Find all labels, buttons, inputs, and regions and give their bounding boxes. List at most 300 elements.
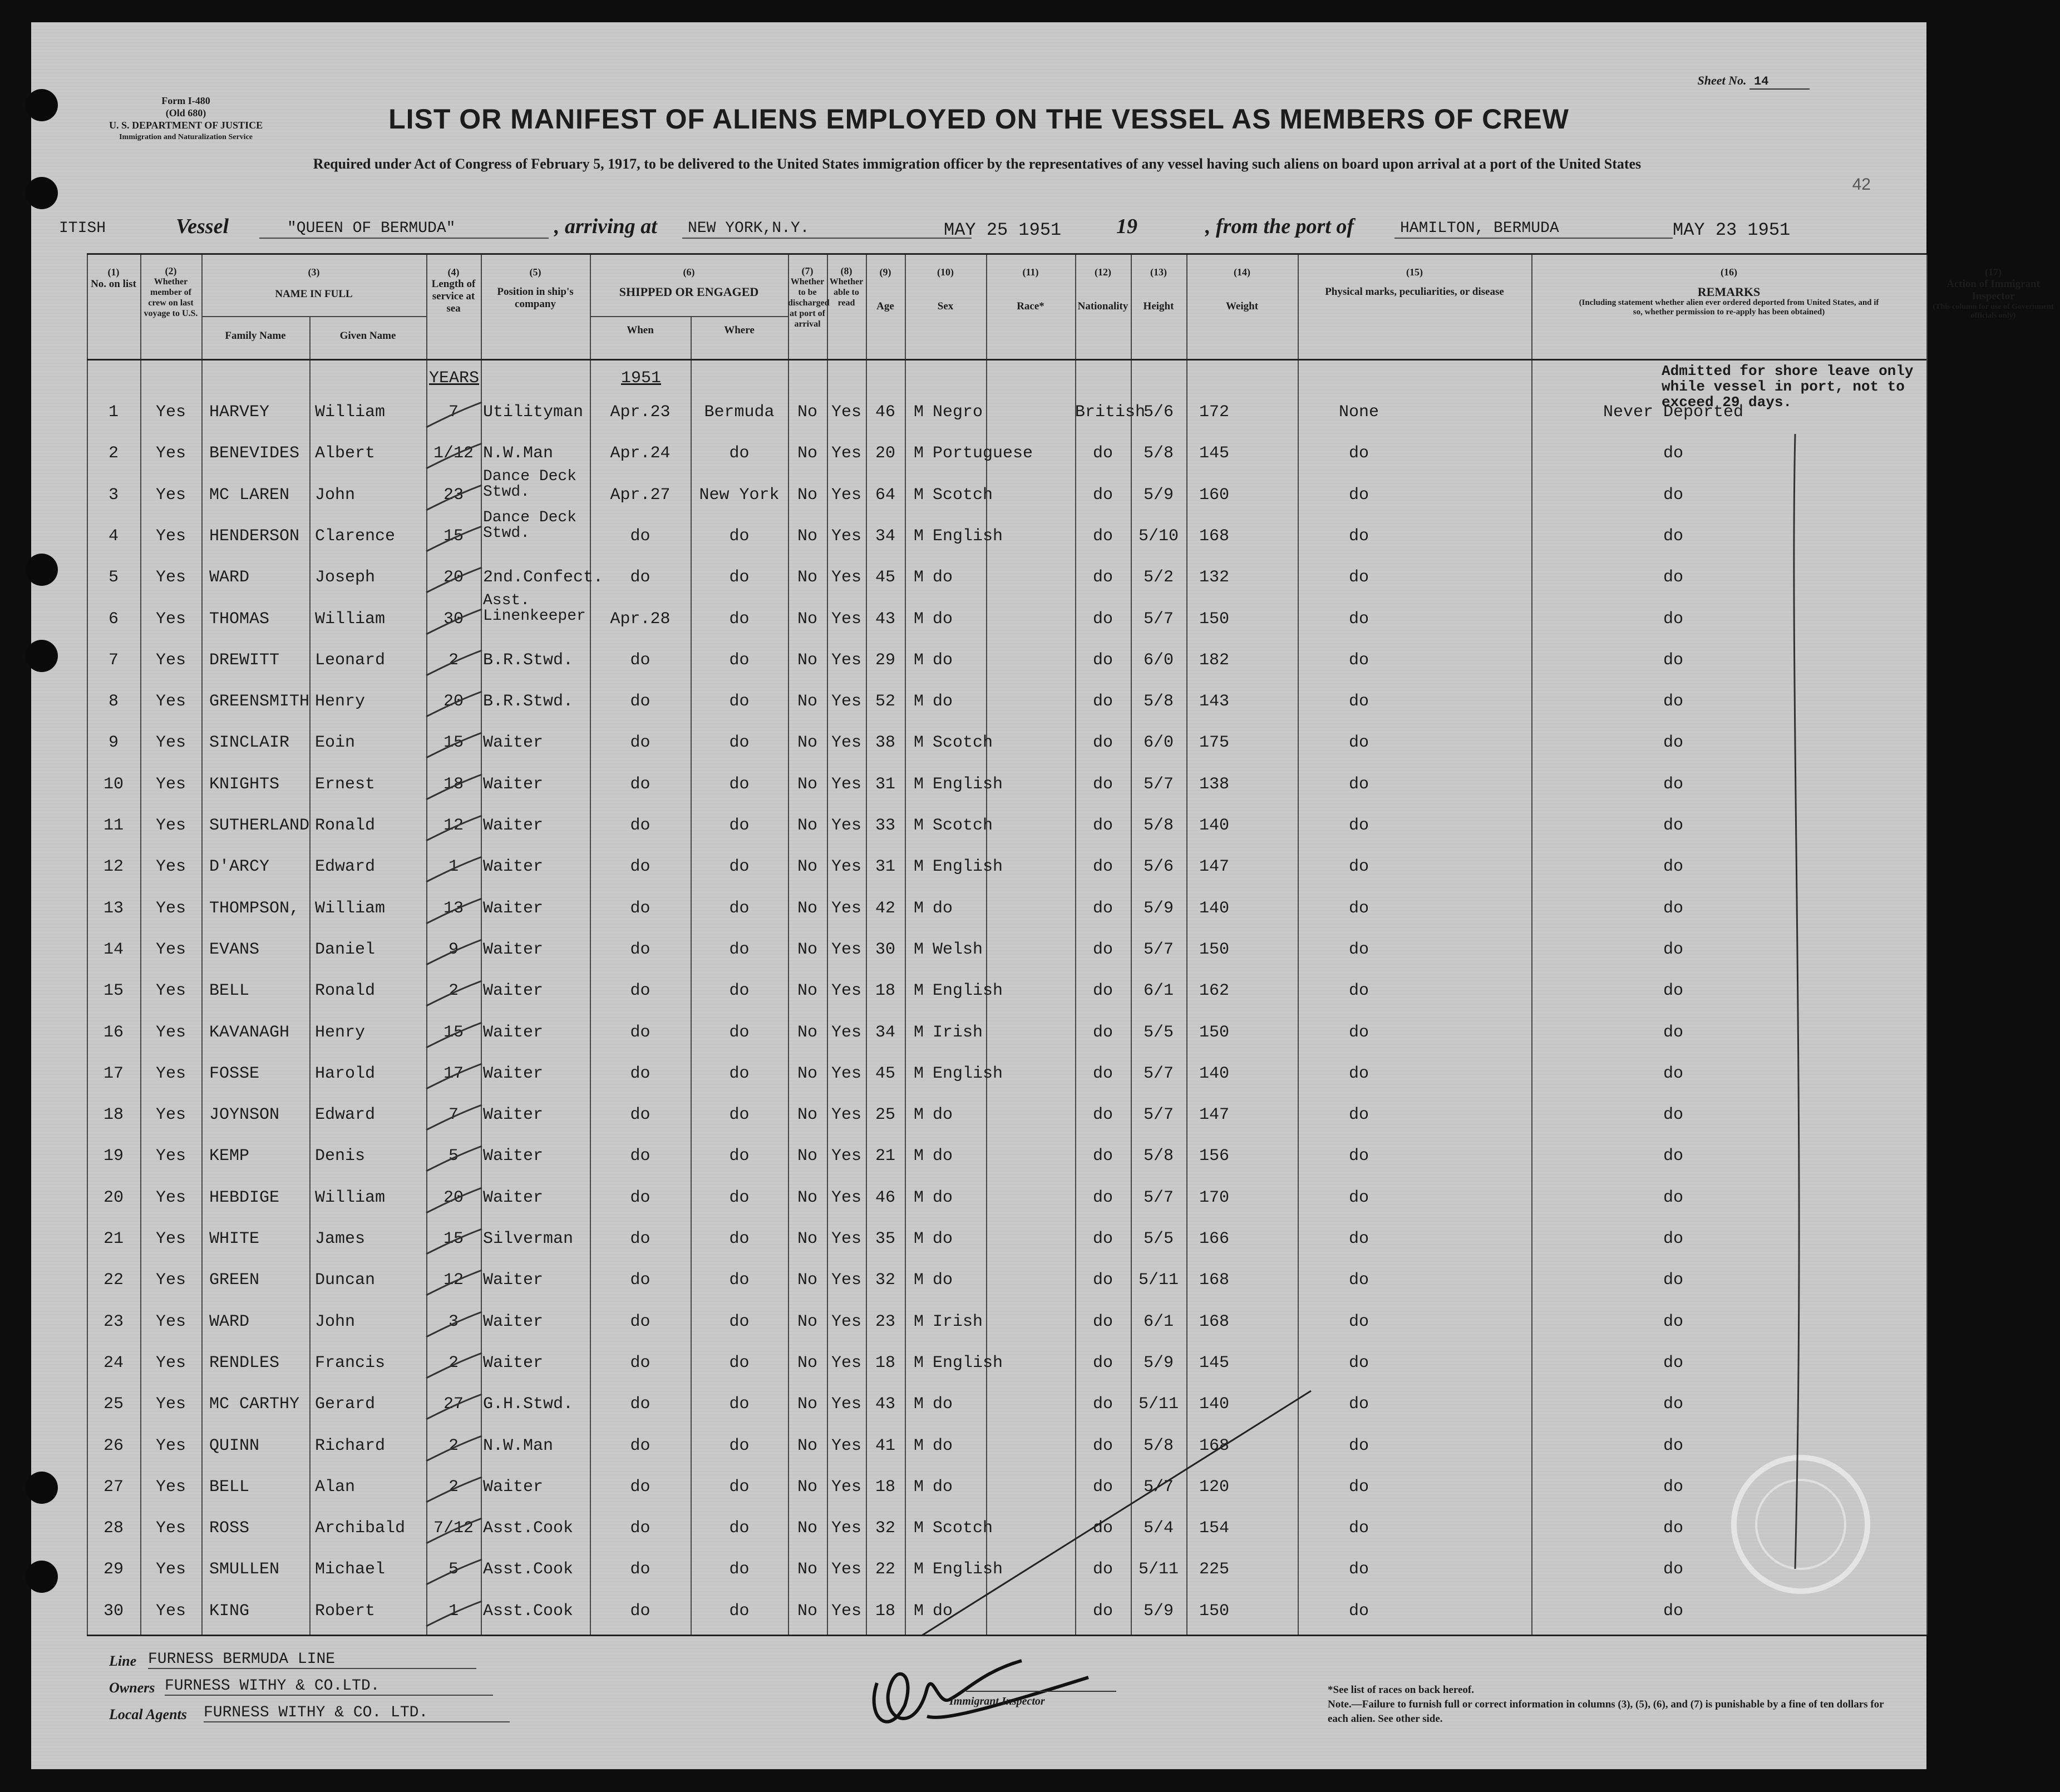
arriving-underline xyxy=(682,238,972,239)
cell-service-length: 2 xyxy=(448,1353,459,1373)
check-mark xyxy=(421,1102,487,1136)
cell-shipped-when: do xyxy=(630,981,650,1001)
cell-height: 5/7 xyxy=(1143,609,1174,629)
cell-nationality: do xyxy=(1092,1147,1113,1166)
col-header-nationality: (12) Nationality xyxy=(1077,266,1128,312)
cell-weight: 138 xyxy=(1199,774,1229,794)
cell-position: Dance Deck Stwd. xyxy=(483,509,577,542)
cell-shipped-when: do xyxy=(630,1147,650,1166)
departure-date: MAY 23 1951 xyxy=(1673,220,1791,240)
footer-notes xyxy=(1328,1683,1884,1726)
cell-able-to-read: Yes xyxy=(831,1271,861,1290)
cell-row-number: 2 xyxy=(108,444,119,463)
cell-weight: 147 xyxy=(1199,857,1229,877)
table-row xyxy=(87,724,1926,763)
check-mark xyxy=(421,978,487,1011)
cell-family-name: KAVANAGH xyxy=(209,1023,290,1042)
cell-age: 45 xyxy=(875,1064,895,1083)
cell-height: 6/1 xyxy=(1143,1312,1174,1331)
cell-physical-marks: do xyxy=(1348,692,1369,712)
cell-age: 21 xyxy=(875,1147,895,1166)
cell-family-name: BENEVIDES xyxy=(209,444,300,463)
cell-age: 34 xyxy=(875,526,895,546)
cell-nationality: do xyxy=(1092,940,1113,959)
cell-row-number: 30 xyxy=(103,1601,124,1621)
table-row xyxy=(87,559,1926,598)
cell-service-length: 20 xyxy=(443,692,464,712)
cell-height: 6/1 xyxy=(1143,981,1174,1001)
cell-crew-last-voyage: Yes xyxy=(155,1064,186,1083)
cell-discharged: No xyxy=(797,1105,817,1125)
col-header-remarks: (16) REMARKS (Including statement whether alien ever ordered deported from United States, and if so, whether permission to re-apply has been obtained) xyxy=(1579,266,1879,317)
cell-discharged: No xyxy=(797,733,817,753)
cell-sex: M xyxy=(913,899,924,918)
cell-shipped-where: do xyxy=(729,1395,750,1414)
service-name: Immigration and Naturalization Service xyxy=(119,133,253,141)
col-header-weight: (14) Weight xyxy=(1225,266,1259,312)
cell-remarks: do xyxy=(1663,526,1683,546)
cell-able-to-read: Yes xyxy=(831,1560,861,1579)
cell-crew-last-voyage: Yes xyxy=(155,1230,186,1248)
cell-family-name: RENDLES xyxy=(209,1353,280,1373)
cell-shipped-where: Bermuda xyxy=(704,403,775,422)
cell-weight: 154 xyxy=(1199,1519,1229,1538)
cell-service-length: 15 xyxy=(443,733,464,753)
cell-remarks: do xyxy=(1663,1064,1683,1083)
col-header-service: (4) Length of service at sea xyxy=(431,266,476,314)
cell-age: 22 xyxy=(875,1560,895,1579)
cell-discharged: No xyxy=(797,1601,817,1621)
cell-given-name: John xyxy=(315,485,356,505)
cell-given-name: Robert xyxy=(315,1601,376,1621)
cell-remarks: do xyxy=(1663,1147,1683,1166)
cell-remarks: do xyxy=(1663,899,1683,918)
cell-shipped-when: Apr.28 xyxy=(610,609,671,629)
cell-physical-marks: do xyxy=(1348,485,1369,505)
cell-height: 5/5 xyxy=(1143,1230,1174,1248)
cell-shipped-when: do xyxy=(630,1353,650,1373)
cell-race: Negro xyxy=(933,403,983,422)
col-header-read: (8) Whether able to read xyxy=(829,265,864,308)
cell-position: Asst.Cook xyxy=(483,1601,574,1621)
cell-discharged: No xyxy=(797,1353,817,1373)
cell-race: Irish xyxy=(933,1023,983,1042)
cell-physical-marks: do xyxy=(1348,1064,1369,1083)
cell-service-length: 17 xyxy=(443,1064,464,1083)
cell-row-number: 13 xyxy=(103,899,124,918)
cell-weight: 145 xyxy=(1199,1353,1229,1373)
cell-age: 41 xyxy=(875,1436,895,1455)
cell-row-number: 16 xyxy=(103,1023,124,1042)
cell-given-name: Joseph xyxy=(315,568,376,588)
cell-position: Dance Deck Stwd. xyxy=(483,467,577,501)
cell-row-number: 15 xyxy=(103,981,124,1001)
cell-given-name: Francis xyxy=(315,1353,386,1373)
cell-given-name: Clarence xyxy=(315,526,396,546)
cell-given-name: Leonard xyxy=(315,650,386,670)
cell-family-name: HARVEY xyxy=(209,403,270,422)
cell-height: 5/7 xyxy=(1143,1477,1174,1497)
cell-shipped-where: do xyxy=(729,1064,750,1083)
cell-service-length: 1 xyxy=(448,857,459,877)
cell-age: 46 xyxy=(875,403,895,422)
cell-able-to-read: Yes xyxy=(831,568,861,588)
cell-given-name: Henry xyxy=(315,692,366,712)
cell-crew-last-voyage: Yes xyxy=(155,1188,186,1207)
cell-physical-marks: do xyxy=(1348,609,1369,629)
check-mark xyxy=(421,606,487,640)
cell-position: Waiter xyxy=(483,1353,544,1373)
col-header-position: (5) Position in ship's company xyxy=(497,266,574,310)
cell-given-name: James xyxy=(315,1230,366,1248)
col-header-age: (9) Age xyxy=(876,266,894,312)
cell-family-name: DREWITT xyxy=(209,650,280,670)
cell-sex: M xyxy=(913,1312,924,1331)
cell-discharged: No xyxy=(797,1519,817,1538)
cell-crew-last-voyage: Yes xyxy=(155,857,186,877)
arriving-label: , arriving at xyxy=(554,215,657,238)
cell-sex: M xyxy=(913,485,924,505)
cell-sex: M xyxy=(913,1477,924,1497)
cell-discharged: No xyxy=(797,1477,817,1497)
cell-crew-last-voyage: Yes xyxy=(155,526,186,546)
cell-physical-marks: do xyxy=(1348,444,1369,463)
table-row xyxy=(87,1179,1926,1218)
cell-weight: 168 xyxy=(1199,1312,1229,1331)
cell-shipped-where: do xyxy=(729,444,750,463)
cell-age: 35 xyxy=(875,1230,895,1248)
arriving-port: NEW YORK,N.Y. xyxy=(688,220,810,237)
check-mark xyxy=(421,937,487,970)
cell-weight: 140 xyxy=(1199,816,1229,835)
cell-sex: M xyxy=(913,816,924,835)
cell-weight: 150 xyxy=(1199,940,1229,959)
vessel-flag: ITISH xyxy=(59,220,106,237)
cell-weight: 175 xyxy=(1199,733,1229,753)
cell-nationality: do xyxy=(1092,692,1113,712)
table-row xyxy=(87,807,1926,846)
cell-given-name: John xyxy=(315,1312,356,1331)
manifest-table xyxy=(87,253,2054,1636)
cell-physical-marks: do xyxy=(1348,899,1369,918)
cell-given-name: Harold xyxy=(315,1064,376,1083)
cell-shipped-when: do xyxy=(630,650,650,670)
cell-given-name: William xyxy=(315,899,386,918)
cell-crew-last-voyage: Yes xyxy=(155,816,186,835)
cell-race: do xyxy=(933,1436,953,1455)
cell-shipped-when: do xyxy=(630,940,650,959)
cell-age: 18 xyxy=(875,1601,895,1621)
cell-nationality: do xyxy=(1092,816,1113,835)
cell-remarks: do xyxy=(1663,1353,1683,1373)
cell-sex: M xyxy=(913,733,924,753)
cell-crew-last-voyage: Yes xyxy=(155,940,186,959)
cell-family-name: GREEN xyxy=(209,1271,260,1290)
cell-age: 32 xyxy=(875,1271,895,1290)
cell-age: 31 xyxy=(875,774,895,794)
line-value: FURNESS BERMUDA LINE xyxy=(148,1651,476,1669)
table-row xyxy=(87,1345,1926,1384)
cell-shipped-when: do xyxy=(630,1023,650,1042)
cell-given-name: Edward xyxy=(315,857,376,877)
check-mark xyxy=(421,1433,487,1467)
cell-nationality: do xyxy=(1092,1230,1113,1248)
cell-row-number: 7 xyxy=(108,650,119,670)
cell-shipped-where: do xyxy=(729,1147,750,1166)
cell-service-length: 23 xyxy=(443,485,464,505)
check-mark xyxy=(421,730,487,763)
cell-shipped-where: do xyxy=(729,1188,750,1207)
cell-discharged: No xyxy=(797,609,817,629)
cell-nationality: do xyxy=(1092,1023,1113,1042)
cell-remarks: do xyxy=(1663,816,1683,835)
cell-family-name: HEBDIGE xyxy=(209,1188,280,1207)
cell-able-to-read: Yes xyxy=(831,1477,861,1497)
cell-shipped-when: do xyxy=(630,1188,650,1207)
cell-family-name: QUINN xyxy=(209,1436,260,1455)
cell-row-number: 20 xyxy=(103,1188,124,1207)
cell-shipped-where: do xyxy=(729,1560,750,1579)
table-row xyxy=(87,1469,1926,1508)
check-mark xyxy=(421,1020,487,1053)
cell-remarks: do xyxy=(1663,1601,1683,1621)
cell-sex: M xyxy=(913,526,924,546)
cell-height: 5/6 xyxy=(1143,403,1174,422)
cell-remarks: do xyxy=(1663,1188,1683,1207)
cell-family-name: FOSSE xyxy=(209,1064,260,1083)
cell-shipped-when: Apr.24 xyxy=(610,444,671,463)
cell-race: do xyxy=(933,1230,953,1248)
table-row xyxy=(87,1386,1926,1425)
binder-hole xyxy=(26,177,58,209)
cell-row-number: 23 xyxy=(103,1312,124,1331)
cell-weight: 132 xyxy=(1199,568,1229,588)
col-header-shipped: (6) SHIPPED OR ENGAGED xyxy=(619,266,759,299)
check-mark xyxy=(421,1598,487,1632)
cell-crew-last-voyage: Yes xyxy=(155,1436,186,1455)
cell-physical-marks: do xyxy=(1348,1601,1369,1621)
cell-family-name: BELL xyxy=(209,1477,250,1497)
cell-row-number: 6 xyxy=(108,609,119,629)
cell-physical-marks: do xyxy=(1348,816,1369,835)
binder-hole xyxy=(26,1561,58,1593)
cell-shipped-where: do xyxy=(729,1271,750,1290)
cell-sex: M xyxy=(913,1271,924,1290)
cell-age: 38 xyxy=(875,733,895,753)
cell-family-name: KING xyxy=(209,1601,250,1621)
cell-row-number: 8 xyxy=(108,692,119,712)
cell-nationality: do xyxy=(1092,1271,1113,1290)
cell-position: Silverman xyxy=(483,1230,574,1248)
cell-shipped-where: do xyxy=(729,1601,750,1621)
cell-nationality: do xyxy=(1092,1064,1113,1083)
cell-able-to-read: Yes xyxy=(831,774,861,794)
cell-service-length: 5 xyxy=(448,1560,459,1579)
vessel-line xyxy=(48,214,1884,240)
year-1951: 1951 xyxy=(621,369,662,388)
col-header-action: (17) Action of Immigrant Inspector (This column for use of Government officials only) xyxy=(1933,266,2054,320)
cell-family-name: MC CARTHY xyxy=(209,1395,300,1414)
cell-sex: M xyxy=(913,692,924,712)
cell-family-name: THOMPSON, xyxy=(209,899,300,918)
cell-race: do xyxy=(933,1601,953,1621)
cell-nationality: do xyxy=(1092,1188,1113,1207)
cell-row-number: 14 xyxy=(103,940,124,959)
table-row xyxy=(87,1097,1926,1136)
cell-age: 18 xyxy=(875,1477,895,1497)
cell-remarks: do xyxy=(1663,485,1683,505)
cell-weight: 150 xyxy=(1199,1023,1229,1042)
cell-able-to-read: Yes xyxy=(831,857,861,877)
cell-height: 5/9 xyxy=(1143,899,1174,918)
check-mark xyxy=(421,441,487,474)
cell-race: Irish xyxy=(933,1312,983,1331)
cell-weight: 143 xyxy=(1199,692,1229,712)
cell-race: do xyxy=(933,899,953,918)
cell-shipped-where: do xyxy=(729,1519,750,1538)
table-row xyxy=(87,683,1926,722)
cell-race: Scotch xyxy=(933,485,993,505)
cell-discharged: No xyxy=(797,650,817,670)
cell-height: 5/7 xyxy=(1143,1105,1174,1125)
cell-row-number: 18 xyxy=(103,1105,124,1125)
cell-family-name: JOYNSON xyxy=(209,1105,280,1125)
cell-height: 5/9 xyxy=(1143,485,1174,505)
penalty-note: Note.—Failure to furnish full or correct information in columns (3), (5), (6), and (7) is punishable by a fine of ten dollars for each alien. See other side. xyxy=(1328,1699,1884,1725)
cell-position: N.W.Man xyxy=(483,444,554,463)
cell-discharged: No xyxy=(797,1188,817,1207)
cell-position: Waiter xyxy=(483,1312,544,1331)
table-row xyxy=(87,766,1926,805)
cell-crew-last-voyage: Yes xyxy=(155,1147,186,1166)
cell-race: Welsh xyxy=(933,940,983,959)
cell-nationality: do xyxy=(1092,981,1113,1001)
cell-physical-marks: do xyxy=(1348,774,1369,794)
check-mark xyxy=(421,1350,487,1384)
cell-weight: 172 xyxy=(1199,403,1229,422)
cell-family-name: THOMAS xyxy=(209,609,270,629)
cell-crew-last-voyage: Yes xyxy=(155,899,186,918)
cell-row-number: 17 xyxy=(103,1064,124,1083)
vessel-label: Vessel xyxy=(176,215,229,238)
cell-race: English xyxy=(933,1560,1003,1579)
cell-given-name: Gerard xyxy=(315,1395,376,1414)
cell-nationality: do xyxy=(1092,774,1113,794)
cell-discharged: No xyxy=(797,774,817,794)
cell-sex: M xyxy=(913,1230,924,1248)
cell-weight: 156 xyxy=(1199,1147,1229,1166)
cell-position: Waiter xyxy=(483,816,544,835)
cell-weight: 166 xyxy=(1199,1230,1229,1248)
cell-sex: M xyxy=(913,1560,924,1579)
check-mark xyxy=(421,1226,487,1260)
cell-sex: M xyxy=(913,568,924,588)
cell-weight: 145 xyxy=(1199,444,1229,463)
cell-race: do xyxy=(933,1188,953,1207)
cell-row-number: 26 xyxy=(103,1436,124,1455)
cell-nationality: do xyxy=(1092,1312,1113,1331)
form-number: Form I-480 xyxy=(161,95,210,106)
arrival-date: MAY 25 1951 xyxy=(944,220,1062,240)
cell-row-number: 9 xyxy=(108,733,119,753)
cell-weight: 140 xyxy=(1199,1064,1229,1083)
cell-able-to-read: Yes xyxy=(831,444,861,463)
form-old-number: (Old 680) xyxy=(165,107,206,119)
cell-position: Waiter xyxy=(483,774,544,794)
cell-age: 20 xyxy=(875,444,895,463)
cell-weight: 120 xyxy=(1199,1477,1229,1497)
cell-crew-last-voyage: Yes xyxy=(155,1519,186,1538)
cell-discharged: No xyxy=(797,1312,817,1331)
cell-race: Portuguese xyxy=(933,444,1033,463)
cell-height: 5/8 xyxy=(1143,1147,1174,1166)
cell-discharged: No xyxy=(797,857,817,877)
cell-discharged: No xyxy=(797,899,817,918)
cell-shipped-when: do xyxy=(630,1477,650,1497)
check-mark xyxy=(421,1557,487,1590)
years-label: YEARS xyxy=(429,369,480,388)
cell-height: 5/8 xyxy=(1143,692,1174,712)
cell-weight: 147 xyxy=(1199,1105,1229,1125)
cell-able-to-read: Yes xyxy=(831,1105,861,1125)
cell-position: Utilityman xyxy=(483,403,584,422)
cell-position: Waiter xyxy=(483,1147,544,1166)
cell-sex: M xyxy=(913,981,924,1001)
cell-service-length: 15 xyxy=(443,1230,464,1248)
cell-sex: M xyxy=(913,1519,924,1538)
cell-row-number: 22 xyxy=(103,1271,124,1290)
cell-service-length: 1/12 xyxy=(433,444,474,463)
cell-shipped-when: do xyxy=(630,1519,650,1538)
cell-able-to-read: Yes xyxy=(831,981,861,1001)
cell-physical-marks: do xyxy=(1348,1147,1369,1166)
cell-service-length: 27 xyxy=(443,1395,464,1414)
cell-discharged: No xyxy=(797,1230,817,1248)
cell-shipped-when: do xyxy=(630,1601,650,1621)
cell-discharged: No xyxy=(797,1560,817,1579)
cell-able-to-read: Yes xyxy=(831,485,861,505)
cell-height: 6/0 xyxy=(1143,733,1174,753)
cell-given-name: Ronald xyxy=(315,816,376,835)
cell-able-to-read: Yes xyxy=(831,526,861,546)
cell-shipped-when: Apr.27 xyxy=(610,485,671,505)
cell-shipped-when: do xyxy=(630,1312,650,1331)
cell-physical-marks: do xyxy=(1348,526,1369,546)
cell-row-number: 10 xyxy=(103,774,124,794)
cell-height: 5/7 xyxy=(1143,1064,1174,1083)
cell-sex: M xyxy=(913,1105,924,1125)
cell-weight: 140 xyxy=(1199,1395,1229,1414)
cell-crew-last-voyage: Yes xyxy=(155,981,186,1001)
table-row xyxy=(87,1428,1926,1467)
cell-remarks: do xyxy=(1663,444,1683,463)
cell-shipped-where: do xyxy=(729,1105,750,1125)
cell-nationality: do xyxy=(1092,1519,1113,1538)
cell-able-to-read: Yes xyxy=(831,609,861,629)
cell-discharged: No xyxy=(797,981,817,1001)
table-row xyxy=(87,1055,1926,1094)
page-number: 42 xyxy=(1852,175,1871,194)
cell-crew-last-voyage: Yes xyxy=(155,1477,186,1497)
cell-crew-last-voyage: Yes xyxy=(155,403,186,422)
cell-crew-last-voyage: Yes xyxy=(155,692,186,712)
table-row xyxy=(87,1014,1926,1053)
cell-family-name: SMULLEN xyxy=(209,1560,280,1579)
table-row xyxy=(87,509,1926,557)
owners-value: FURNESS WITHY & CO.LTD. xyxy=(165,1677,493,1696)
cell-sex: M xyxy=(913,774,924,794)
cell-nationality: do xyxy=(1092,1436,1113,1455)
